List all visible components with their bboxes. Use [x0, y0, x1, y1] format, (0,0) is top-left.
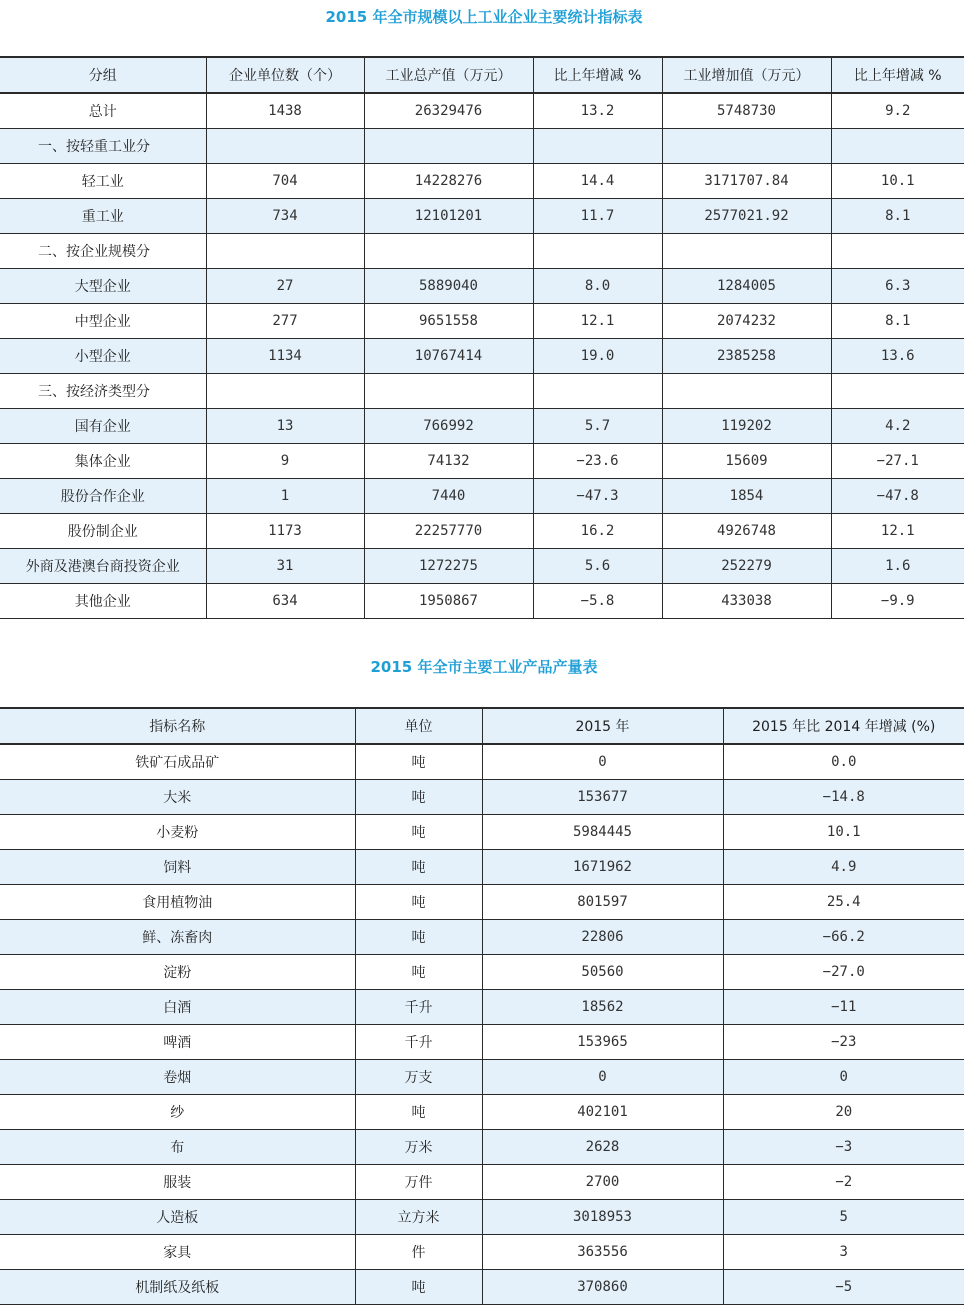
table1-cell: 10767414 — [364, 339, 533, 374]
table2-cell: 1671962 — [482, 850, 723, 885]
table1-row-label: 总计 — [0, 93, 206, 129]
table1-row — [0, 199, 964, 234]
table1-cell: 5.7 — [533, 409, 662, 444]
table1-cell: 634 — [206, 584, 364, 619]
table1-cell: 1284005 — [662, 269, 831, 304]
table1-cell: 8.0 — [533, 269, 662, 304]
table2-row — [0, 1200, 964, 1235]
table1-row — [0, 514, 964, 549]
table1-cell — [364, 374, 533, 409]
table2-unit: 立方米 — [355, 1200, 482, 1235]
table2-cell: 2628 — [482, 1130, 723, 1165]
table2-unit: 千升 — [355, 990, 482, 1025]
table1-row-label: 一、按轻重工业分 — [0, 129, 206, 164]
table1-cell: 2074232 — [662, 304, 831, 339]
table2-column-header: 2015 年比 2014 年增减 (%) — [723, 708, 964, 744]
table1-category-row — [0, 234, 964, 269]
table1-cell: 1272275 — [364, 549, 533, 584]
table1-cell: 2577021.92 — [662, 199, 831, 234]
table2-unit: 千升 — [355, 1025, 482, 1060]
table1-row — [0, 479, 964, 514]
table2-row — [0, 1165, 964, 1200]
table1-row-label: 国有企业 — [0, 409, 206, 444]
table1-cell: 1134 — [206, 339, 364, 374]
table1-column-header: 分组 — [0, 57, 206, 93]
table1-row-label: 重工业 — [0, 199, 206, 234]
table1-cell — [206, 234, 364, 269]
table2-cell: 20 — [723, 1095, 964, 1130]
table2-product-name: 纱 — [0, 1095, 355, 1130]
table1-row-label: 股份合作企业 — [0, 479, 206, 514]
table2-unit: 吨 — [355, 1095, 482, 1130]
table1-cell: −47.3 — [533, 479, 662, 514]
table2-cell: −66.2 — [723, 920, 964, 955]
table2-product-name: 饲料 — [0, 850, 355, 885]
table2-row — [0, 955, 964, 990]
table1-row-label: 中型企业 — [0, 304, 206, 339]
table2-cell: 2700 — [482, 1165, 723, 1200]
table1-cell — [662, 129, 831, 164]
table2-header-row — [0, 708, 964, 744]
table1-column-header: 工业总产值（万元） — [364, 57, 533, 93]
table2-cell: 22806 — [482, 920, 723, 955]
table2-cell: 370860 — [482, 1270, 723, 1305]
table2-product-name: 家具 — [0, 1235, 355, 1270]
table1-category-row — [0, 374, 964, 409]
table2-cell: 0 — [482, 744, 723, 780]
table1-row — [0, 304, 964, 339]
table1-cell: 31 — [206, 549, 364, 584]
table2-cell: −2 — [723, 1165, 964, 1200]
table1-cell: 5748730 — [662, 93, 831, 129]
table1-cell: 27 — [206, 269, 364, 304]
table1-cell: 12101201 — [364, 199, 533, 234]
table1-cell: 2385258 — [662, 339, 831, 374]
table1-cell: −47.8 — [831, 479, 964, 514]
table1-row-label: 二、按企业规模分 — [0, 234, 206, 269]
table1-cell: 119202 — [662, 409, 831, 444]
table1-cell: 14228276 — [364, 164, 533, 199]
table2-product-name: 鲜、冻畜肉 — [0, 920, 355, 955]
table2-product-name: 服装 — [0, 1165, 355, 1200]
table1-row-label: 外商及港澳台商投资企业 — [0, 549, 206, 584]
table2-cell: −14.8 — [723, 780, 964, 815]
table1-cell: 74132 — [364, 444, 533, 479]
table1-cell: 433038 — [662, 584, 831, 619]
table1-cell — [831, 129, 964, 164]
table2-cell: −5 — [723, 1270, 964, 1305]
table2-row — [0, 1025, 964, 1060]
table1-cell: 1438 — [206, 93, 364, 129]
table1-cell: 766992 — [364, 409, 533, 444]
table2-cell: 5984445 — [482, 815, 723, 850]
table1-cell: 8.1 — [831, 199, 964, 234]
table1-row — [0, 584, 964, 619]
table2-row — [0, 1095, 964, 1130]
table2-cell: 10.1 — [723, 815, 964, 850]
table2-cell: 153965 — [482, 1025, 723, 1060]
table1-row-label: 三、按经济类型分 — [0, 374, 206, 409]
table2-column-header: 指标名称 — [0, 708, 355, 744]
table1-cell: 11.7 — [533, 199, 662, 234]
table1-category-row — [0, 129, 964, 164]
table2-cell: 3 — [723, 1235, 964, 1270]
table1-cell: 12.1 — [831, 514, 964, 549]
table1-cell: 277 — [206, 304, 364, 339]
table1-cell: 1950867 — [364, 584, 533, 619]
table1-row — [0, 339, 964, 374]
table2-cell: 153677 — [482, 780, 723, 815]
table1-row — [0, 164, 964, 199]
table2-row — [0, 885, 964, 920]
table2-product-name: 食用植物油 — [0, 885, 355, 920]
table1-cell: 8.1 — [831, 304, 964, 339]
table2-row — [0, 850, 964, 885]
table2-title: 2015 年全市主要工业产品产量表 — [370, 658, 598, 676]
table2-product-name: 大米 — [0, 780, 355, 815]
table1-cell — [206, 374, 364, 409]
table2-product-name: 人造板 — [0, 1200, 355, 1235]
table1-row-label: 集体企业 — [0, 444, 206, 479]
table2-unit: 吨 — [355, 780, 482, 815]
table1-row — [0, 93, 964, 129]
table1-cell: 1 — [206, 479, 364, 514]
table2-row — [0, 1235, 964, 1270]
table1-cell: 1.6 — [831, 549, 964, 584]
table2-unit: 件 — [355, 1235, 482, 1270]
table2-product-name: 白酒 — [0, 990, 355, 1025]
table2-row — [0, 920, 964, 955]
table1-cell: 9.2 — [831, 93, 964, 129]
table1-cell: 14.4 — [533, 164, 662, 199]
table2-product-name: 卷烟 — [0, 1060, 355, 1095]
table2-cell: 5 — [723, 1200, 964, 1235]
table1-cell: 734 — [206, 199, 364, 234]
table2-unit: 吨 — [355, 920, 482, 955]
table2-product-name: 啤酒 — [0, 1025, 355, 1060]
table1-row-label: 小型企业 — [0, 339, 206, 374]
table2-row — [0, 990, 964, 1025]
table1-row-label: 大型企业 — [0, 269, 206, 304]
table1-cell — [364, 129, 533, 164]
table1-cell — [831, 374, 964, 409]
table2-column-header: 2015 年 — [482, 708, 723, 744]
table2-cell: 0 — [482, 1060, 723, 1095]
table2-row — [0, 815, 964, 850]
table1-row — [0, 444, 964, 479]
table2-product-name: 小麦粉 — [0, 815, 355, 850]
table1-cell: −5.8 — [533, 584, 662, 619]
table2-cell: 3018953 — [482, 1200, 723, 1235]
table2-cell: −27.0 — [723, 955, 964, 990]
table2-product-name: 铁矿石成品矿 — [0, 744, 355, 780]
table1-cell: 16.2 — [533, 514, 662, 549]
table1-cell: −23.6 — [533, 444, 662, 479]
table1-column-header: 比上年增减 % — [831, 57, 964, 93]
table1-cell — [364, 234, 533, 269]
table2-product-name: 布 — [0, 1130, 355, 1165]
table1-cell: 5889040 — [364, 269, 533, 304]
table1-cell: 9651558 — [364, 304, 533, 339]
table1-row — [0, 269, 964, 304]
table2-product-name: 机制纸及纸板 — [0, 1270, 355, 1305]
table2-row — [0, 744, 964, 780]
table2-unit: 万米 — [355, 1130, 482, 1165]
table1-cell: 13.6 — [831, 339, 964, 374]
table2-cell: 363556 — [482, 1235, 723, 1270]
table1-header-row — [0, 57, 964, 93]
table1-cell: 13 — [206, 409, 364, 444]
table2-unit: 万件 — [355, 1165, 482, 1200]
table1-row-label: 其他企业 — [0, 584, 206, 619]
table1-row — [0, 409, 964, 444]
table1-cell — [662, 234, 831, 269]
table1-cell: 704 — [206, 164, 364, 199]
table1-cell — [662, 374, 831, 409]
table1-cell: −27.1 — [831, 444, 964, 479]
table2-unit: 吨 — [355, 744, 482, 780]
table1-cell: 19.0 — [533, 339, 662, 374]
table2-product-name: 淀粉 — [0, 955, 355, 990]
table2-unit: 吨 — [355, 850, 482, 885]
table2-row — [0, 780, 964, 815]
table2-cell: −3 — [723, 1130, 964, 1165]
table1-column-header: 工业增加值（万元） — [662, 57, 831, 93]
table2-unit: 万支 — [355, 1060, 482, 1095]
table1-cell — [533, 234, 662, 269]
table1-cell: 1173 — [206, 514, 364, 549]
table1-title: 2015 年全市规模以上工业企业主要统计指标表 — [325, 8, 643, 26]
table1-cell: 13.2 — [533, 93, 662, 129]
table2-row — [0, 1060, 964, 1095]
table1-row-label: 轻工业 — [0, 164, 206, 199]
table1-cell: 12.1 — [533, 304, 662, 339]
table2-cell: −11 — [723, 990, 964, 1025]
table1-cell — [206, 129, 364, 164]
table1-column-header: 企业单位数（个） — [206, 57, 364, 93]
table1-cell — [533, 129, 662, 164]
table1-cell: 252279 — [662, 549, 831, 584]
table2-cell: 0 — [723, 1060, 964, 1095]
table2-cell: 801597 — [482, 885, 723, 920]
table1-cell: 4926748 — [662, 514, 831, 549]
table1-cell: 15609 — [662, 444, 831, 479]
table2-unit: 吨 — [355, 1270, 482, 1305]
table1-cell: 26329476 — [364, 93, 533, 129]
table2-row — [0, 1130, 964, 1165]
table2-cell: 25.4 — [723, 885, 964, 920]
table2-row — [0, 1270, 964, 1305]
table2-cell: 4.9 — [723, 850, 964, 885]
table2-cell: 18562 — [482, 990, 723, 1025]
table1-cell: −9.9 — [831, 584, 964, 619]
table2-cell: 402101 — [482, 1095, 723, 1130]
table1-cell: 4.2 — [831, 409, 964, 444]
table1-row — [0, 549, 964, 584]
table2-cell: 50560 — [482, 955, 723, 990]
table2-column-header: 单位 — [355, 708, 482, 744]
table1-cell — [831, 234, 964, 269]
table1-column-header: 比上年增减 % — [533, 57, 662, 93]
table2-unit: 吨 — [355, 955, 482, 990]
table1-cell: 22257770 — [364, 514, 533, 549]
table2-cell: −23 — [723, 1025, 964, 1060]
table2-cell: 0.0 — [723, 744, 964, 780]
table1-cell: 10.1 — [831, 164, 964, 199]
table2-unit: 吨 — [355, 815, 482, 850]
table1-cell: 1854 — [662, 479, 831, 514]
table1-row-label: 股份制企业 — [0, 514, 206, 549]
table1-cell: 7440 — [364, 479, 533, 514]
table1-cell: 5.6 — [533, 549, 662, 584]
table1-cell: 3171707.84 — [662, 164, 831, 199]
table1-cell: 9 — [206, 444, 364, 479]
table1-cell: 6.3 — [831, 269, 964, 304]
industrial-enterprise-statistics-table — [0, 56, 964, 619]
industrial-product-output-table — [0, 707, 964, 1305]
table1-cell — [533, 374, 662, 409]
table2-unit: 吨 — [355, 885, 482, 920]
